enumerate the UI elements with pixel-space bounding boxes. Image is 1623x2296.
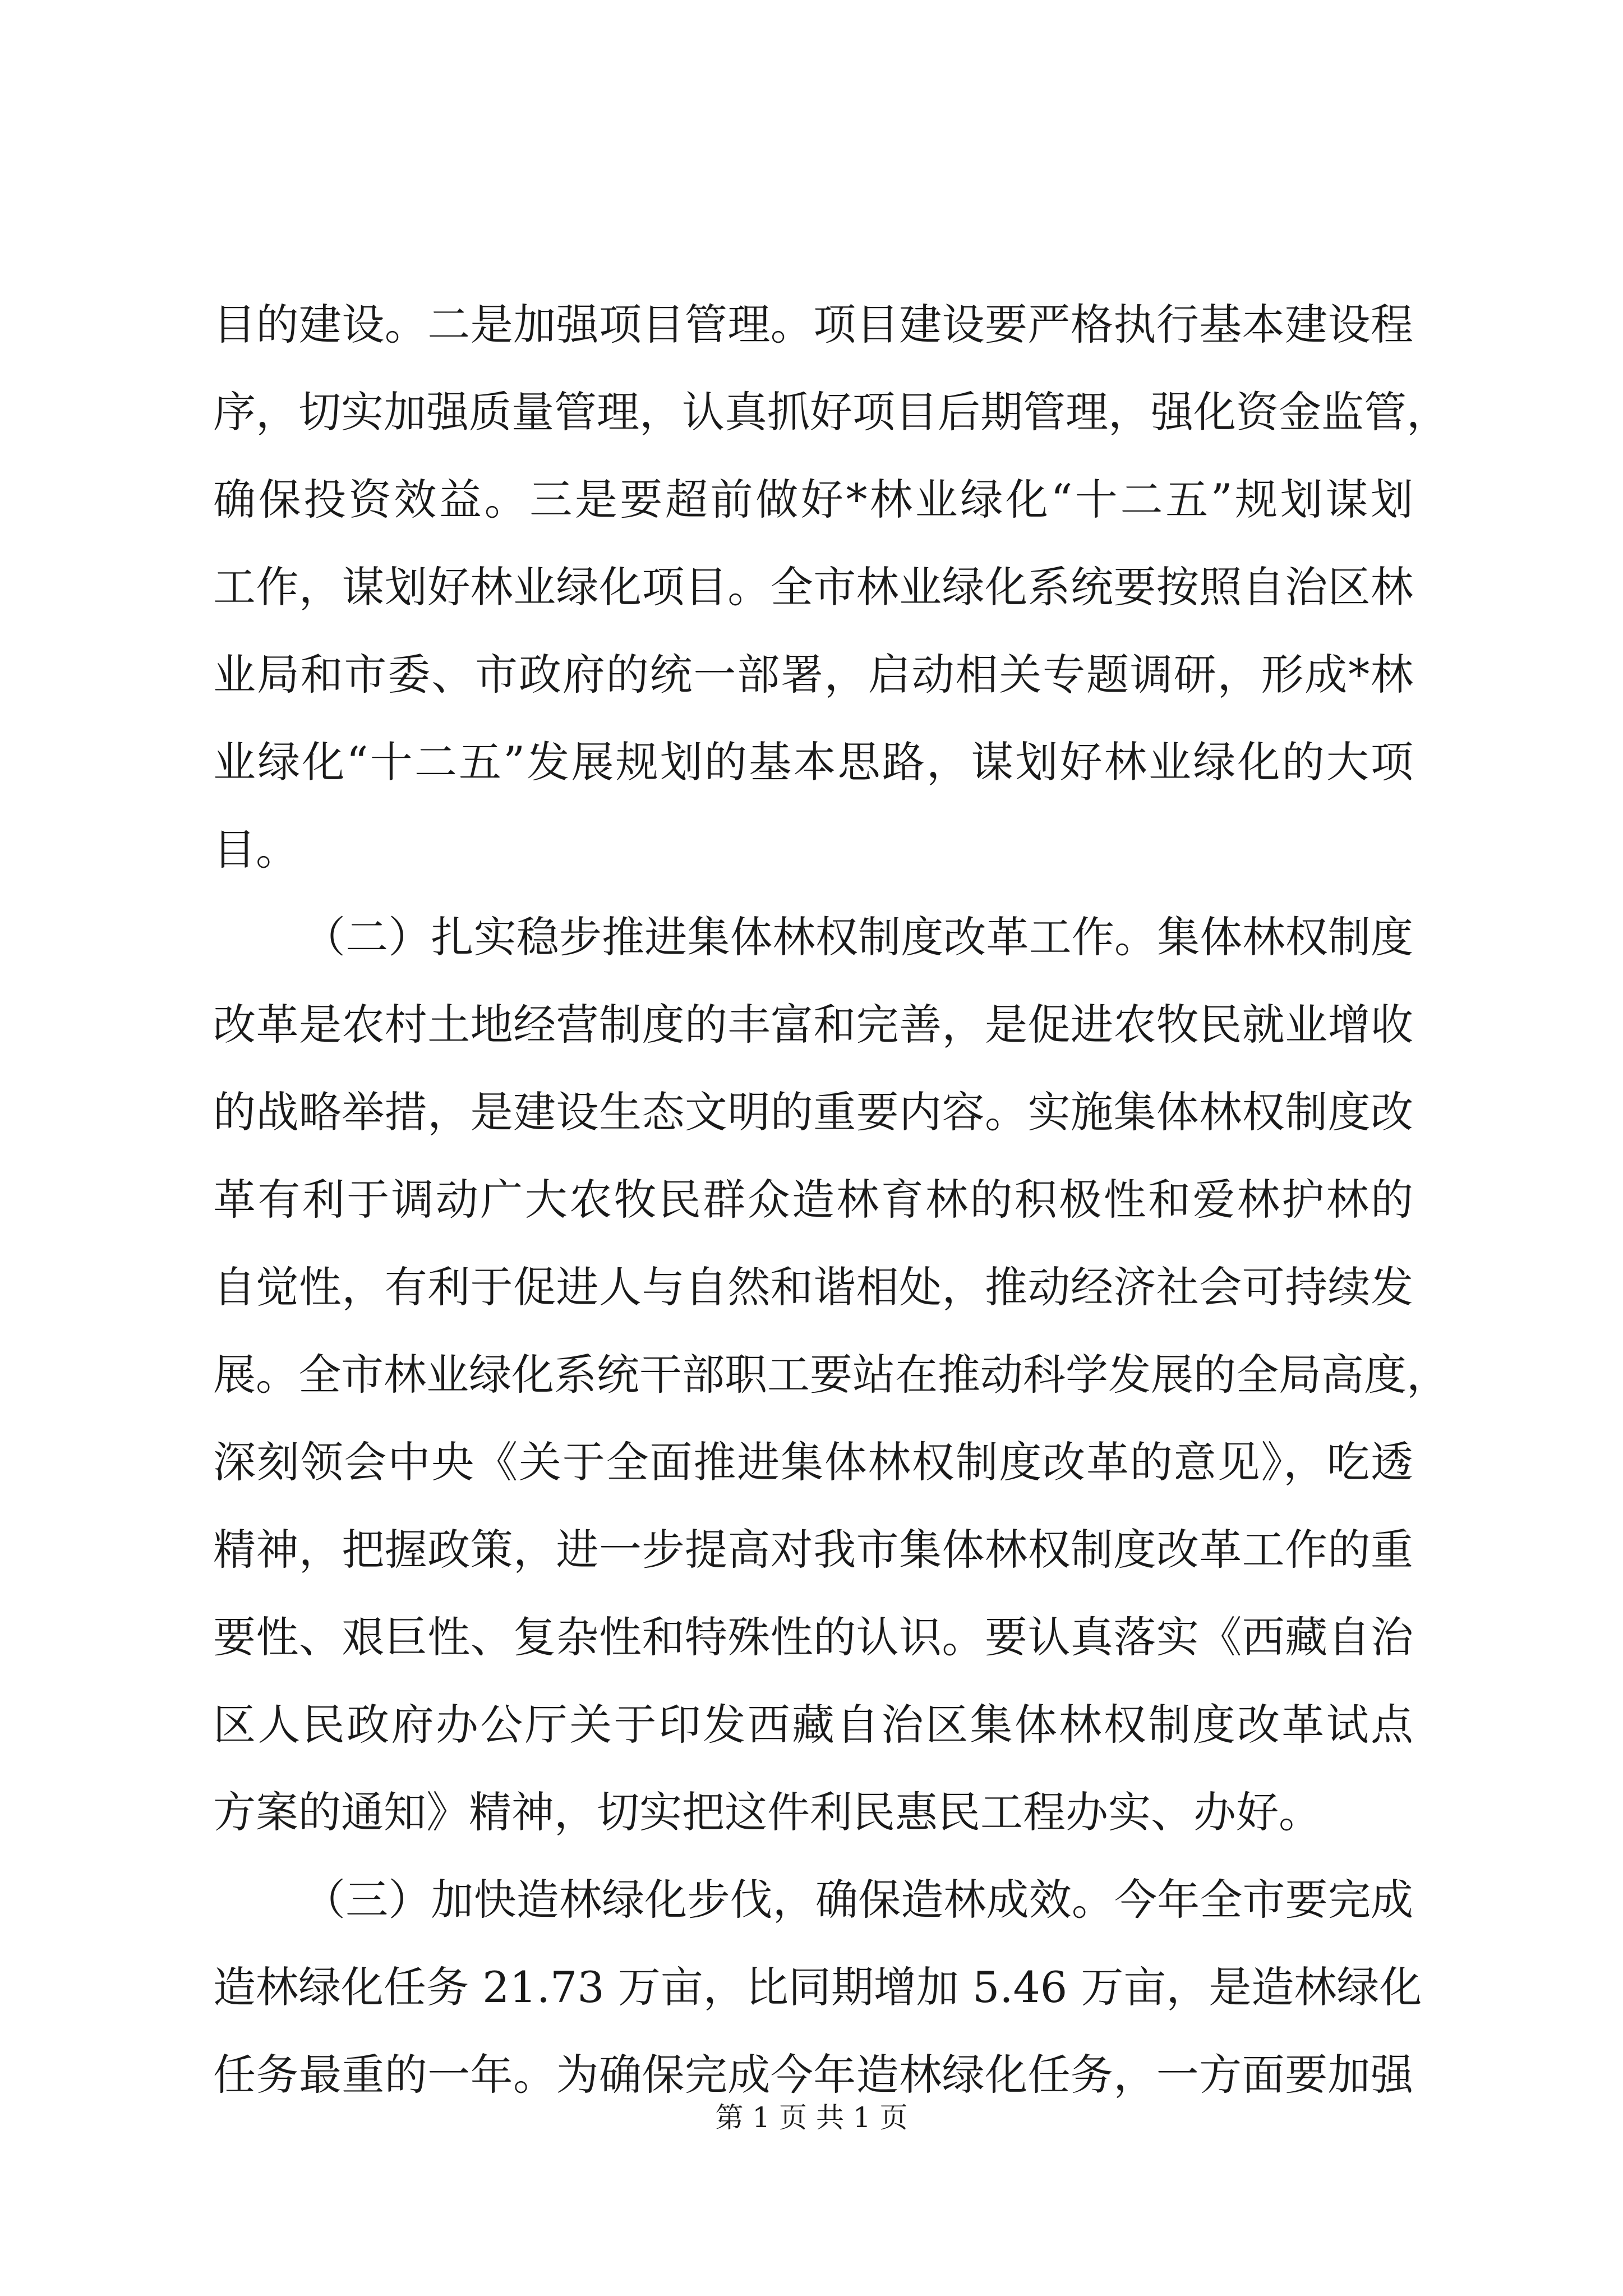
text-line: 目的建设。二是加强项目管理。项目建设要严格执行基本建设程 — [213, 300, 1413, 349]
text-line: 革有利于调动广大农牧民群众造林育林的积极性和爱林护林的 — [213, 1175, 1413, 1225]
text-line: 工作，谋划好林业绿化项目。全市林业绿化系统要按照自治区林 — [213, 562, 1413, 612]
text-line: 业绿化“十二五”发展规划的基本思路，谋划好林业绿化的大项 — [213, 737, 1413, 787]
text-line: 深刻领会中央《关于全面推进集体林权制度改革的意见》，吃透 — [213, 1437, 1413, 1487]
text-line: 改革是农村土地经营制度的丰富和完善，是促进农牧民就业增收 — [213, 1000, 1413, 1050]
text-line: 确保投资效益。三是要超前做好*林业绿化“十二五”规划谋划 — [213, 475, 1413, 524]
text-line: 精神，把握政策，进一步提高对我市集体林权制度改革工作的重 — [213, 1525, 1413, 1575]
page-number-footer: 第 1 页 共 1 页 — [715, 2101, 908, 2134]
text-line: 任务最重的一年。为确保完成今年造林绿化任务，一方面要加强 — [213, 2050, 1413, 2100]
text-line: 自觉性，有利于促进人与自然和谐相处，推动经济社会可持续发 — [213, 1262, 1413, 1312]
text-line: 要性、艰巨性、复杂性和特殊性的认识。要认真落实《西藏自治 — [213, 1612, 1413, 1662]
paragraph-heading-line: （三）加快造林绿化步伐，确保造林成效。今年全市要完成 — [303, 1875, 1413, 1925]
text-line: 方案的通知》精神，切实把这件利民惠民工程办实、办好。 — [213, 1787, 1321, 1837]
text-line: 的战略举措，是建设生态文明的重要内容。实施集体林权制度改 — [213, 1087, 1413, 1137]
text-line: 区人民政府办公厅关于印发西藏自治区集体林权制度改革试点 — [213, 1700, 1413, 1750]
text-line: 造林绿化任务 21.73 万亩，比同期增加 5.46 万亩，是造林绿化 — [213, 1962, 1422, 2012]
text-line: 业局和市委、市政府的统一部署，启动相关专题调研，形成*林 — [213, 650, 1413, 700]
text-line: 序，切实加强质量管理，认真抓好项目后期管理，强化资金监管， — [213, 387, 1449, 437]
text-line: 目。 — [213, 825, 298, 875]
paragraph-heading-line: （二）扎实稳步推进集体林权制度改革工作。集体林权制度 — [303, 912, 1413, 962]
text-line: 展。全市林业绿化系统干部职工要站在推动科学发展的全局高度， — [213, 1350, 1449, 1400]
